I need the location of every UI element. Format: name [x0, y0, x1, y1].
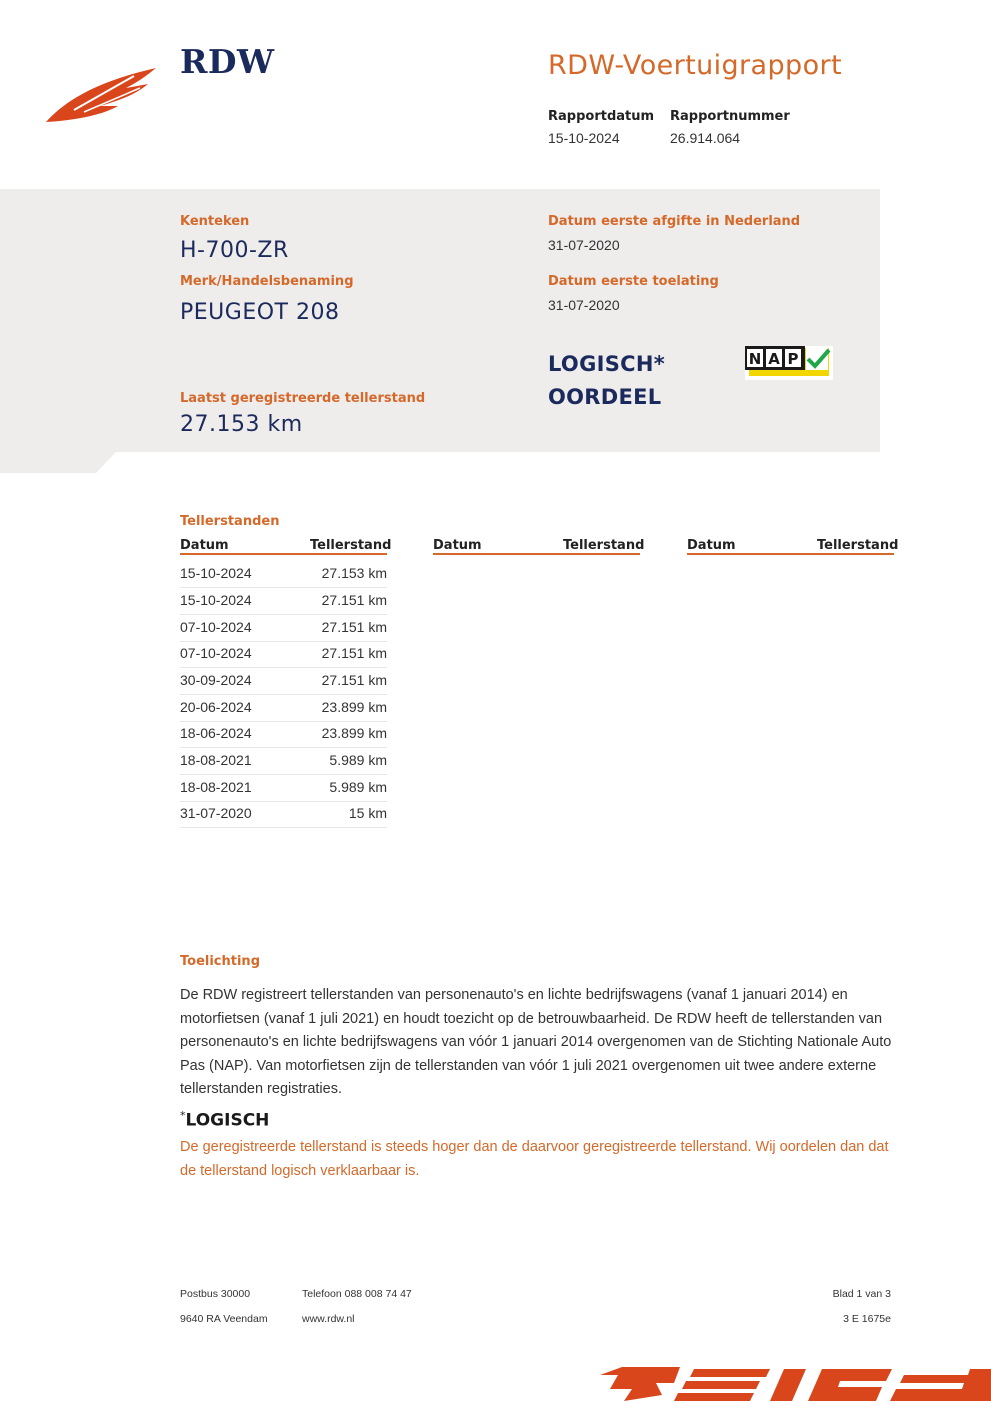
- footer-plaats: 9640 RA Veendam: [180, 1313, 268, 1325]
- header-rule-2: [433, 553, 640, 555]
- col-header-tellerstand-1: Tellerstand: [310, 538, 392, 553]
- row-datum: 18-08-2021: [180, 752, 252, 768]
- rdw-stripes-decoration-icon: [570, 1365, 991, 1403]
- table-row: [180, 801, 387, 828]
- table-row: [180, 641, 387, 668]
- col-header-tellerstand-3: Tellerstand: [817, 538, 899, 553]
- summary-panel-tab: [0, 452, 116, 473]
- col-header-datum-3: Datum: [687, 538, 736, 553]
- row-datum: 30-09-2024: [180, 672, 252, 688]
- tellerstand-value: 27.153 km: [180, 412, 303, 437]
- verdict-line-2: OORDEEL: [548, 385, 662, 409]
- table-row: [180, 695, 387, 722]
- header-rule-3: [687, 553, 894, 555]
- logisch-heading: [180, 1109, 269, 1131]
- table-row: [180, 561, 387, 588]
- table-row: [180, 668, 387, 695]
- row-datum: 18-08-2021: [180, 779, 252, 795]
- afgifte-label: Datum eerste afgifte in Nederland: [548, 214, 801, 229]
- tellerstand-label: Laatst geregistreerde tellerstand: [180, 391, 426, 406]
- row-tellerstand: 27.153 km: [321, 565, 387, 581]
- row-datum: 18-06-2024: [180, 725, 252, 741]
- toelating-value: 31-07-2020: [548, 297, 620, 313]
- row-tellerstand: 23.899 km: [321, 699, 387, 715]
- footer-telefoon: Telefoon 088 008 74 47: [302, 1288, 412, 1300]
- toelating-label: Datum eerste toelating: [548, 274, 719, 289]
- rapportnummer-value: 26.914.064: [670, 130, 741, 146]
- table-row: [180, 588, 387, 615]
- nap-letter-a: A: [768, 350, 780, 368]
- row-datum: 20-06-2024: [180, 699, 252, 715]
- row-datum: 31-07-2020: [180, 805, 252, 821]
- row-tellerstand: 27.151 km: [321, 645, 387, 661]
- table-row: [180, 775, 387, 802]
- row-datum: 07-10-2024: [180, 645, 252, 661]
- tellerstanden-title: Tellerstanden: [180, 514, 280, 529]
- rdw-logo-mark-icon: [44, 62, 164, 126]
- table-row: [180, 748, 387, 775]
- footer-postbus: Postbus 30000: [180, 1288, 251, 1300]
- footer-page-number: Blad 1 van 3: [832, 1288, 891, 1300]
- nap-letter-n: N: [748, 350, 762, 368]
- logisch-text: De geregistreerde tellerstand is steeds hoger dan de daarvoor geregistreerde tellerstand. Wij oordelen dan dat de tellerstand logisch verklaarbaar is.: [180, 1139, 889, 1179]
- row-tellerstand: 15 km: [348, 805, 387, 821]
- row-tellerstand: 27.151 km: [321, 672, 387, 688]
- table-row: [180, 721, 387, 748]
- row-datum: 07-10-2024: [180, 619, 252, 635]
- nap-check-logo-icon: [745, 346, 833, 380]
- footer-website[interactable]: www.rdw.nl: [302, 1313, 355, 1325]
- nap-letter-p: P: [787, 350, 799, 368]
- rdw-logo-text: RDW: [180, 42, 275, 81]
- header-rule-1: [180, 553, 387, 555]
- row-tellerstand: 27.151 km: [321, 619, 387, 635]
- toelichting-text: De RDW registreert tellerstanden van personenauto's en lichte bedrijfswagens (vanaf 1 januari 2014) en motorfietsen (vanaf 1 juli 2021) en houdt toezicht op de betrouwbaarheid. De RDW heeft de tellerstanden van personenauto's en lichte bedrijfswagens van vóór 1 januari 2014 overgenomen van de Stichting Nationale Auto Pas (NAP). Van motorfietsen zijn de tellerstanden van vóór 1 juli 2021 overgenomen uit twee andere externe tellerstanden registraties.: [180, 987, 892, 1097]
- kenteken-value: H-700-ZR: [180, 238, 289, 263]
- row-tellerstand: 23.899 km: [321, 725, 387, 741]
- table-row: [180, 615, 387, 642]
- logisch-star: *: [180, 1109, 186, 1122]
- afgifte-value: 31-07-2020: [548, 237, 620, 253]
- row-tellerstand: 5.989 km: [329, 779, 387, 795]
- merk-value: PEUGEOT 208: [180, 300, 340, 325]
- row-tellerstand: 27.151 km: [321, 592, 387, 608]
- col-header-datum-2: Datum: [433, 538, 482, 553]
- row-datum: 15-10-2024: [180, 565, 252, 581]
- footer-code: 3 E 1675e: [843, 1313, 891, 1325]
- toelichting-title: Toelichting: [180, 954, 260, 969]
- kenteken-label: Kenteken: [180, 214, 250, 229]
- verdict-line-1: LOGISCH*: [548, 352, 666, 376]
- logisch-heading-text: LOGISCH: [185, 1110, 270, 1131]
- col-header-tellerstand-2: Tellerstand: [563, 538, 645, 553]
- rapportdatum-label: Rapportdatum: [548, 109, 655, 124]
- report-title: RDW-Voertuigrapport: [548, 50, 842, 81]
- col-header-datum-1: Datum: [180, 538, 229, 553]
- merk-label: Merk/Handelsbenaming: [180, 274, 354, 289]
- row-tellerstand: 5.989 km: [329, 752, 387, 768]
- row-datum: 15-10-2024: [180, 592, 252, 608]
- rapportdatum-value: 15-10-2024: [548, 130, 620, 146]
- rapportnummer-label: Rapportnummer: [670, 109, 790, 124]
